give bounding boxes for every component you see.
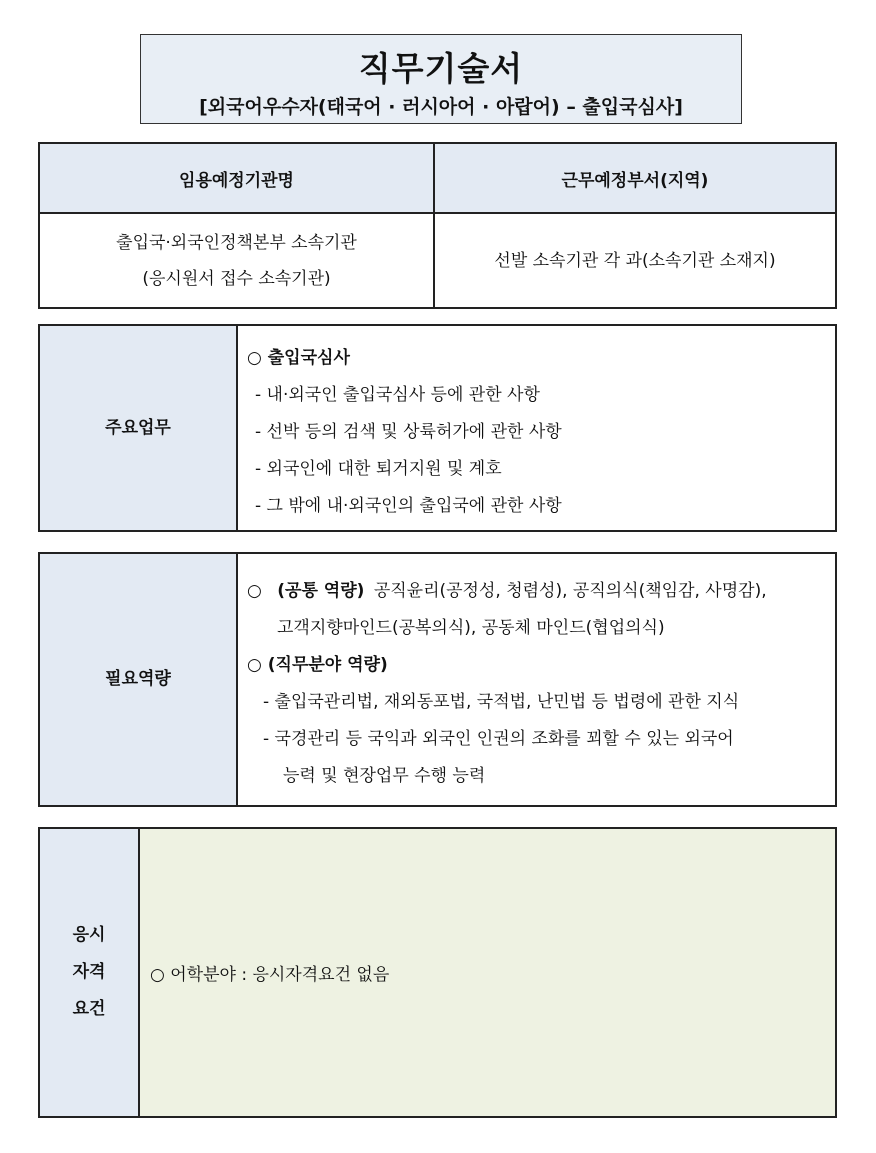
common-competency bbox=[247, 573, 842, 610]
header-department: 근무예정부서(지역) bbox=[434, 143, 836, 213]
competencies-content bbox=[237, 553, 836, 806]
duty-item: - 내·외국인 출입국심사 등에 관한 사항 bbox=[255, 385, 540, 405]
duties-table bbox=[38, 324, 837, 532]
department-cell: 선발 소속기관 각 과(소속기관 소재지) bbox=[434, 213, 836, 308]
info-table bbox=[38, 142, 837, 309]
job-competency-item: - 국경관리 등 국익과 외국인 인권의 조화를 꾀할 수 있는 외국어 bbox=[263, 729, 734, 749]
duty-item: - 그 밖에 내·외국인의 출입국에 관한 사항 bbox=[255, 496, 562, 516]
duty-item: - 선박 등의 검색 및 상륙허가에 관한 사항 bbox=[255, 422, 562, 442]
job-competency-item-cont: 능력 및 현장업무 수행 능력 bbox=[283, 766, 486, 786]
document-title: 직무기술서 bbox=[358, 49, 524, 88]
requirements-label-line: 자격 bbox=[72, 962, 106, 982]
agency-note: (응시원서 접수 소속기관) bbox=[142, 268, 331, 289]
requirements-label-line: 응시 bbox=[72, 925, 106, 945]
duties-label: 주요업무 bbox=[39, 325, 237, 531]
competencies-label: 필요역량 bbox=[39, 553, 237, 806]
title-box bbox=[140, 34, 742, 124]
duties-heading: ○ 출입국심사 bbox=[247, 348, 350, 368]
job-competency-item: - 출입국관리법, 재외동포법, 국적법, 난민법 등 법령에 관한 지식 bbox=[263, 692, 740, 712]
common-competency-text-cont: 고객지향마인드(공복의식), 공동체 마인드(협업의식) bbox=[277, 618, 665, 638]
duties-content bbox=[237, 325, 836, 531]
agency-cell bbox=[39, 213, 434, 308]
duty-item: - 외국인에 대한 퇴거지원 및 계호 bbox=[255, 459, 502, 479]
bullet-circle: ○ bbox=[247, 581, 262, 601]
common-competency-text: 공직윤리(공정성, 청렴성), 공직의식(책임감, 사명감), bbox=[373, 581, 767, 601]
document-subtitle: [외국어우수자(태국어 · 러시아어 · 아랍어) – 출입국심사] bbox=[199, 96, 683, 118]
agency-name: 출입국·외국인정책본부 소속기관 bbox=[116, 232, 357, 253]
requirements-table bbox=[38, 827, 837, 1118]
competencies-table bbox=[38, 552, 837, 807]
requirements-label bbox=[39, 828, 139, 1117]
job-competency-heading: ○ (직무분야 역량) bbox=[247, 655, 388, 675]
requirements-label-line: 요건 bbox=[72, 999, 106, 1019]
header-agency: 임용예정기관명 bbox=[39, 143, 434, 213]
common-competency-title: (공통 역량) bbox=[277, 581, 365, 601]
requirements-content: ○ 어학분야 : 응시자격요건 없음 bbox=[139, 828, 836, 1117]
